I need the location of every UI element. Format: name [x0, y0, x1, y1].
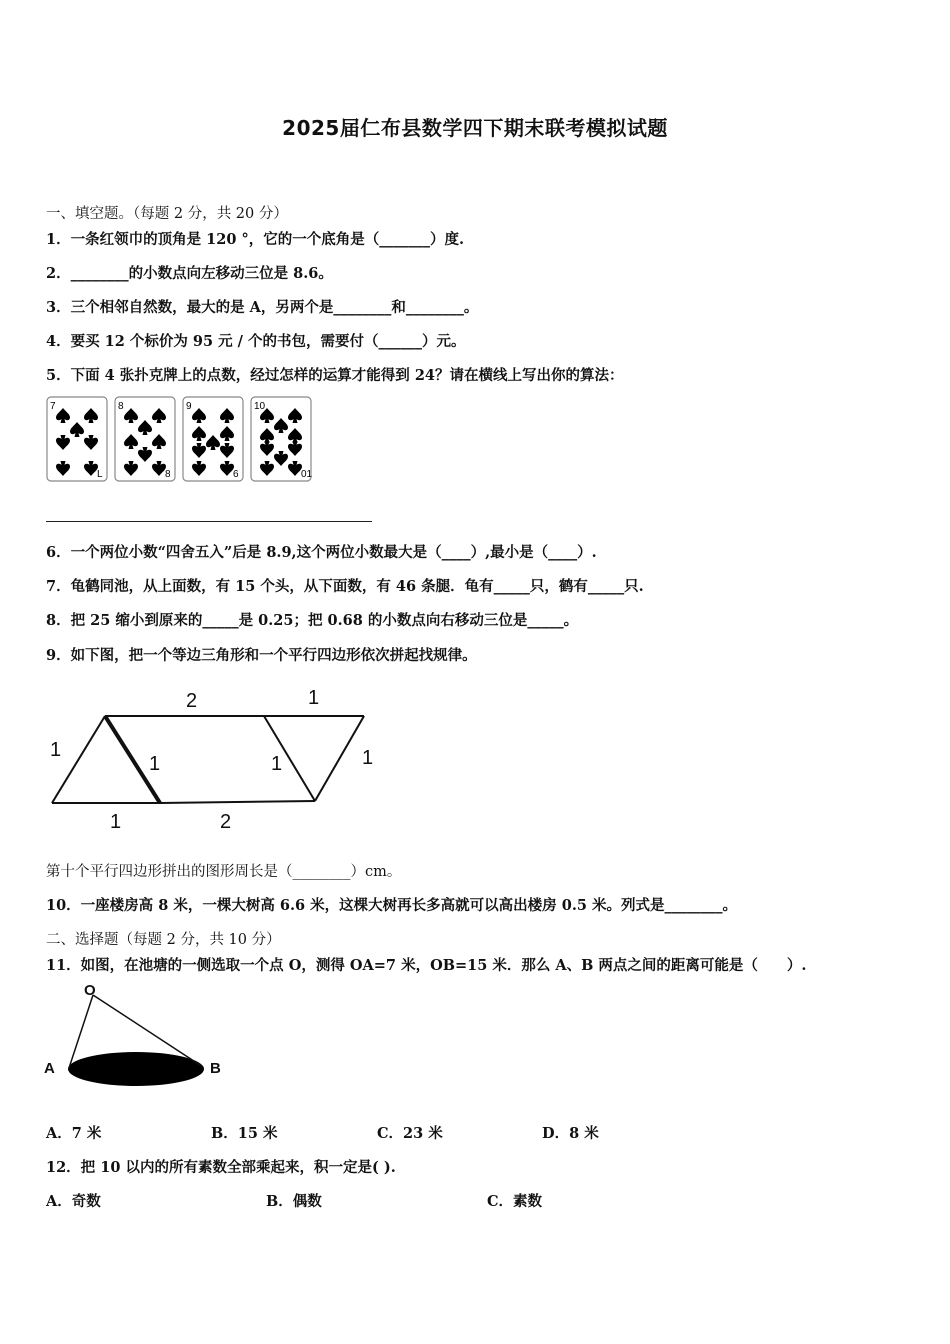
card-rank-flipped: 01: [301, 469, 313, 480]
card-rank-flipped: 6: [233, 469, 239, 480]
playing-card-10: [251, 397, 313, 481]
q11-option-c: C．23 米: [377, 1125, 443, 1142]
cards-figure: [46, 396, 316, 486]
question-9-tail: 第十个平行四边形拼出的图形周长是（________）cm。: [46, 864, 402, 880]
question-6: 6．一个两位小数“四舍五入”后是 8.9,这个两位小数最大是（____）,最小是（____）.: [46, 544, 597, 561]
triangle-parallelogram-figure: [40, 680, 380, 844]
label-bottom-left: 1: [110, 811, 122, 833]
card-rank: 10: [254, 401, 266, 412]
q11-option-d: D．8 米: [542, 1125, 599, 1142]
label-bottom-right: 2: [220, 811, 232, 833]
question-4: 4．要买 12 个标价为 95 元 / 个的书包，需要付（______）元。: [46, 333, 466, 350]
label-inner-left: 1: [149, 753, 161, 775]
label-top-left: 2: [186, 690, 198, 712]
label-right: 1: [362, 747, 374, 769]
card-rank: 9: [186, 401, 192, 412]
pond-figure: [40, 978, 240, 1102]
fig9-svg: [40, 680, 380, 840]
question-1: 1．一条红领巾的顶角是 120 °，它的一个底角是（_______）度.: [46, 231, 464, 248]
q11-option-b: B．15 米: [211, 1125, 278, 1142]
label-left: 1: [50, 739, 62, 761]
playing-cards: [46, 396, 316, 490]
question-7: 7．龟鹤同池，从上面数，有 15 个头，从下面数，有 46 条腿．龟有_____只，鹤有_____只.: [46, 578, 644, 595]
card-rank-flipped: L: [97, 469, 103, 480]
label-a: A: [44, 1060, 55, 1077]
question-11: 11．如图，在池塘的一侧选取一个点 O，测得 OA=7 米，OB=15 米．那么 A、B 两点之间的距离可能是（ ）.: [46, 957, 807, 974]
label-top-right: 1: [308, 687, 320, 709]
label-inner-right: 1: [271, 753, 283, 775]
pond-ellipse: [68, 1052, 204, 1086]
label-o: O: [84, 982, 96, 999]
label-b: B: [210, 1060, 221, 1077]
answer-blank-line: [46, 521, 372, 522]
playing-card-9: [183, 397, 243, 481]
section-2-heading: 二、选择题（每题 2 分，共 10 分）: [46, 932, 281, 948]
playing-card-7: [47, 397, 107, 481]
question-5: 5．下面 4 张扑克牌上的点数，经过怎样的运算才能得到 24？请在横线上写出你的算法：: [46, 367, 624, 384]
page-title: 2025届仁布县数学四下期末联考模拟试题: [282, 116, 668, 140]
right-edge: [315, 716, 364, 801]
q12-option-c: C．素数: [487, 1193, 543, 1210]
playing-card-8: [115, 397, 175, 481]
card-rank: 8: [118, 401, 124, 412]
question-8: 8．把 25 缩小到原来的_____是 0.25；把 0.68 的小数点向右移动三位是_____。: [46, 612, 579, 629]
question-12: 12．把 10 以内的所有素数全部乘起来，积一定是( ).: [46, 1159, 396, 1176]
q11-option-a: A．7 米: [46, 1125, 102, 1142]
q12-option-a: A．奇数: [46, 1193, 101, 1210]
fig11-svg: [40, 978, 240, 1098]
question-2: 2．________的小数点向左移动三位是 8.6。: [46, 265, 333, 282]
card-rank: 7: [50, 401, 56, 412]
bottom-edge: [160, 801, 315, 803]
question-3: 3．三个相邻自然数，最大的是 A，另两个是________和________。: [46, 299, 479, 316]
card-rank-flipped: 8: [165, 469, 171, 480]
question-10: 10．一座楼房高 8 米，一棵大树高 6.6 米，这棵大树再长多高就可以高出楼房 0.5 米。列式是________。: [46, 897, 738, 914]
section-1-heading: 一、填空题。（每题 2 分，共 20 分）: [46, 206, 288, 222]
q12-option-b: B．偶数: [266, 1193, 322, 1210]
question-9: 9．如下图，把一个等边三角形和一个平行四边形依次拼起找规律。: [46, 647, 477, 664]
